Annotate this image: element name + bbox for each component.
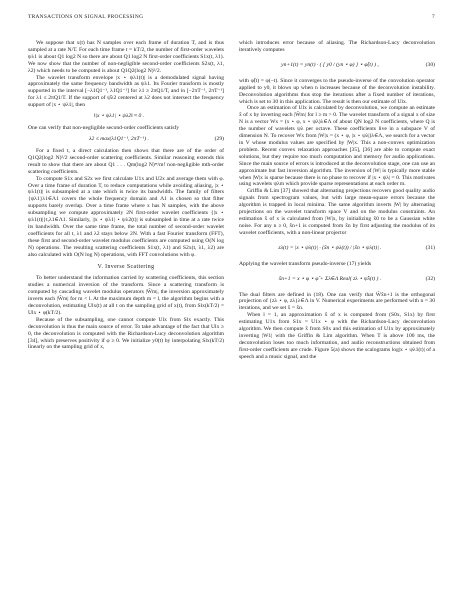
paragraph: To compute S1x and S2x we first calculate U1x and U2x and average them with φ. Over a time frame of duration T, to reduce computations while avoiding aliasing, |x ⋆ ψλ1(t)| is subsampled at a rate which is twice its bandwidth. The family of filters {ψλ1}λ1∈Λ1 covers the whole frequency domain and Λ1 is chosen so that filter supports barely overlap. Over a time frame where x has N samples, with the above subsampling we compute approximately 2N first-order wavelet coefficients {|x ⋆ ψλ1(t)|}t,λ1∈Λ1. Similarly, ||x ⋆ ψλ1| ⋆ ψλ2(t)| is subsampled in time at a rate twice its bandwidth. Over the same time frame, the total number of second-order wavelet coefficients for all t, λ1 and λ2 stays below 2N. With a fast Fourier transform (FFT), these first and second-order wavelet modulus coefficients are computed using O(N log N) operations. The resulting scattering coefficients S1x(t, λ1) and S2x(t, λ1, λ2) are also calculated with O(N log N) operations, with FFT convolutions with φ. [28, 175, 224, 258]
paragraph: To better understand the information carried by scattering coefficients, this section studies a numerical inversion of the transform. Since a scattering transform is computed by cascading wavelet modulus operators |W̃m|, the inversion approximately inverts each |W̃m| for m < l. At the maximum depth m = l, the algorithm begins with a deconvolution, estimating Ulx(t) at all t on the sampling grid of x(t), from Slx(kT/2) = Ulx ⋆ φ(kT/2). [28, 275, 224, 316]
journal-name: TRANSACTIONS ON SIGNAL PROCESSING [28, 14, 144, 20]
equation-number: (32) [425, 275, 435, 282]
paragraph: Applying the wavelet transform pseudo-inverse (17) yields [239, 260, 372, 267]
equation-number: (29) [214, 135, 224, 142]
section-heading: V. Inverse Scattering [97, 264, 155, 271]
equation-29 [28, 135, 224, 145]
paragraph: Because of the subsampling, one cannot compute Ulx from Slx exactly. This deconvolution is thus the main source of error. To take advantage of the fact that Ulx ≥ 0, the deconvolution is computed with the Richardson-Lucy deconvolution algorithm [34], which preserves positivity if φ ≥ 0. We initialize y0(t) by interpolating Slx(kT/2) linearly on the sampling grid of x, [28, 316, 224, 351]
running-header [28, 14, 435, 24]
right-column [239, 40, 435, 361]
paragraph: For a fixed t, a direct calculation then shows that there are of the order of Q1Q2(log2 N)²/2 second-order scattering coefficients. Similar reasoning extends this result to show that there are about Q1 . . . Qm(log2 N)ᵐ/m! non-negligible mth-order scattering coefficients. [28, 147, 224, 175]
paragraph: When l = 1, an approximation x̃ of x is computed from (S0x, S1x) by first estimating U1x from S1x = U1x ⋆ φ with the Richardson-Lucy deconvolution algorithm. We then compute x̃ from S0x and this estimation of U1x by approximately inverting |W1| with the Griffin & Lim algorithm. When T is above 100 ms, the deconvolution loses too much information, and audio reconstructions obtained from first-order coefficients are crude. Figure 5(a) shows the scalograms log|x ⋆ ψλ1(t)| of a speech and a music signal, and the [239, 312, 435, 360]
equation-expression: zλ(t) = |x ⋆ ψλ(t)| · (x̃n ⋆ ψλ(t)) / |x̃n ⋆ ψλ(t)| . [278, 244, 382, 251]
paragraph: which introduces error because of aliasing. The Richardson-Lucy deconvolution iteratively computes [239, 40, 435, 53]
paragraph: Once an estimation of Ulx is calculated by deconvolution, we compute an estimate x̃ of x by inverting each |W̃m| for l ≥ m > 0. The wavelet transform of a signal x of size N is a vector Wx = (x ⋆ φ, x ⋆ ψλ)λ∈Λ of about QN log2 N coefficients, where Q is the number of wavelets ψλ per octave. These coefficients live in a subspace V of dimension N. To recover Wx from |W|x = (x ⋆ φ, |x ⋆ ψλ|)λ∈Λ, we search for a vector in V whose modulus values are specified by |W|x. This a non-convex optimization problem. Recent convex relaxation approaches [35], [36] are able to compute exact solutions, but they require too much computation and memory for audio applications. Since the main source of errors is introduced at the deconvolution stage, one can use an approximate but fast inversion algorithm. The inversion of |W| is typically more stable when |W|x is sparse because there is no phase to recover if |x ⋆ ψλ| = 0. This motivates using wavelets ψλm which provide sparse representations at each order m. [239, 105, 435, 188]
paragraph: The wavelet transform envelope |x ⋆ ψλ1(t)| is a demodulated signal having approximately the same frequency bandwidth as ψλ1. Its Fourier transform is mostly supported in the interval [−λ1Q1⁻¹, λ1Q1⁻¹] for λ1 ≥ 2πQ1/T, and in [−2πT⁻¹, 2πT⁻¹] for λ1 ≤ 2πQ1/T. If the support of ψ̂λ2 centered at λ2 does not intersect the frequency support of |x ⋆ ψλ1|, then [28, 74, 224, 109]
equation-31 [239, 240, 435, 258]
equation-28 [28, 112, 224, 122]
equation-32 [239, 271, 435, 289]
equation-expression: yn+1(t) = yn(t) · ( [ y0 / (yn ⋆ φ) ] ⋆ φ̃(t) ) , [281, 61, 379, 68]
equation-expression: x̃n+1 = x ⋆ φ ⋆ φ̃ + Σλ∈Λ Real( zλ ⋆ ψ̃λ(t) ) . [278, 275, 382, 282]
equation-expression: λ2 ≤ max(λ1Q1⁻¹, 2πT⁻¹) . [89, 135, 149, 142]
paragraph: Griffin & Lim [37] showed that alternating projections recovers good quality audio signals from spectrogram values, but with large mean-square errors because the algorithm is trapped in local minima. The same algorithm inverts |W| by alternating projections on the wavelet transform space V and on the modulus constraints. An estimation x̃ of x is calculated from |W|x, by initializing x̃0 to be a Gaussian white noise. For any n ≥ 0, x̃n+1 is computed from x̃n by first adjusting the modulus of its wavelet coefficients, with a non-linear projector [239, 188, 435, 236]
equation-30 [239, 57, 435, 75]
equation-expression: ‖|x ⋆ ψλ1| ⋆ ψλ2‖ ≈ 0 . [93, 113, 145, 120]
left-column [28, 40, 224, 351]
paragraph: One can verify that non-negligible second-order coefficients satisfy [28, 125, 180, 132]
equation-number: (30) [425, 61, 435, 68]
equation-number: (31) [425, 244, 435, 251]
paragraph: We suppose that x(t) has N samples over each frame of duration T, and is thus sampled at a rate N/T. For each time frame t = kT/2, the number of first-order wavelets ψλ1 is about Q1 log2 N so there are about Q1 log2 N first-order coefficients S1x(t, λ1). We now show that the number of non-negligible second-order coefficients S2x(t, λ1, λ2) which needs to be computed is about Q1Q2(log2 N)²/2. [28, 40, 224, 74]
paragraph: with φ̃(t) = φ(−t). Since it converges to the pseudo-inverse of the convolution operator applied to y0, it blows up when n increases because of the deconvolution instability. Deconvolution algorithms thus stop the iterations after a fixed number of iterations, which is set to 30 in this application. The result is then our estimate of Ulx. [239, 77, 435, 105]
paragraph: The dual filters are defined in (18). One can verify that W̃x̃n+1 is the orthogonal projection of {zλ ⋆ φ, zλ}λ∈Λ in V. Numerical experiments are performed with n = 30 iterations, and we set x̃ = x̃n. [239, 291, 435, 312]
page-number: 7 [432, 14, 435, 20]
